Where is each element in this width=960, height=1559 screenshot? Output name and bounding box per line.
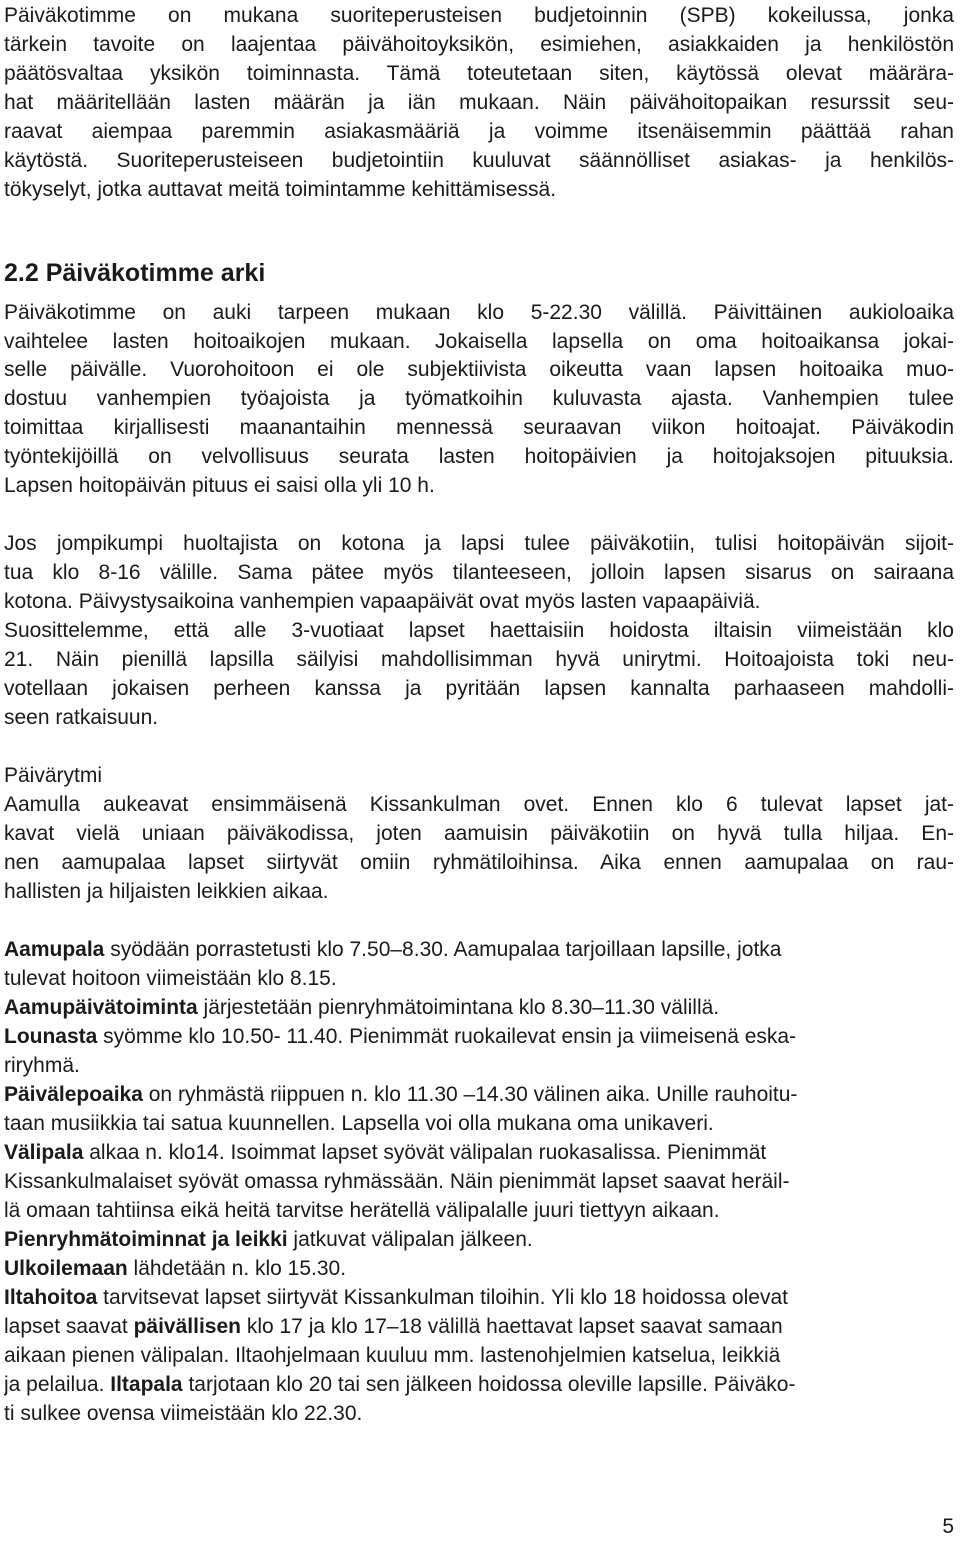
paragraph-line: kavat vielä uniaan päiväkodissa, joten aamuisin päiväkotiin on hyvä tulla hiljaa. En-	[4, 822, 954, 845]
paragraph-line: 21. Näin pienillä lapsilla säilyisi mahdollisimman hyvä unirytmi. Hoitoajoista toki neu-	[4, 648, 954, 671]
paragraph-line: kotona. Päivystysaikoina vanhempien vapaapäivät ovat myös lasten vapaapäiviä.	[4, 590, 761, 613]
paragraph-line: votellaan jokaisen perheen kanssa ja pyritään lapsen kannalta parhaaseen mahdolli-	[4, 677, 954, 700]
term-text: lapset saavat	[4, 1315, 134, 1338]
paragraph-line: tua klo 8-16 välille. Sama pätee myös tilanteeseen, jolloin lapsen sisarus on sairaana	[4, 561, 954, 584]
schedule-item-valipala-cont: Kissankulmalaiset syövät omassa ryhmässään. Näin pienimmät lapset saavat heräil-	[4, 1170, 790, 1193]
term-text: lähdetään n. klo 15.30.	[127, 1257, 347, 1280]
paragraph-line: seen ratkaisuun.	[4, 706, 159, 729]
paragraph-line: Aamulla aukeavat ensimmäisenä Kissankulman ovet. Ennen klo 6 tulevat lapset jat-	[4, 793, 954, 816]
term-text: jatkuvat välipalan jälkeen.	[287, 1228, 533, 1251]
schedule-item-iltahoito-cont	[4, 1370, 954, 1399]
schedule-item-aamupala-cont: tulevat hoitoon viimeistään klo 8.15.	[4, 967, 337, 990]
term: Iltahoitoa	[4, 1286, 98, 1309]
schedule-item-iltahoito-cont	[4, 1312, 954, 1341]
term-text: syömme klo 10.50- 11.40. Pienimmät ruokailevat ensin ja viimeisenä eska-	[97, 1025, 797, 1048]
intro-line: käytöstä. Suoriteperusteiseen budjetointiin kuuluvat säännölliset asiakas- ja henkilös-	[4, 149, 954, 172]
schedule-item-ulkoilu	[4, 1254, 954, 1283]
schedule-item-lounas-cont: riryhmä.	[4, 1054, 80, 1077]
schedule-item-aamupala	[4, 935, 954, 964]
term: Välipala	[4, 1141, 84, 1164]
schedule-item-iltahoito-cont: aikaan pienen välipalan. Iltaohjelmaan kuuluu mm. lastenohjelmien katselua, leikkiä	[4, 1344, 781, 1367]
schedule-item-paivalepo-cont: taan musiikkia tai satua kuunnellen. Lapsella voi olla mukana oma unikaveri.	[4, 1112, 714, 1135]
schedule-item-lounas	[4, 1022, 954, 1051]
term: Aamupala	[4, 938, 105, 961]
schedule-item-aamupaivatoiminta	[4, 993, 954, 1022]
term-text: alkaa n. klo14. Isoimmat lapset syövät välipalan ruokasalissa. Pienimmät	[83, 1141, 767, 1164]
intro-line: raavat aiempaa paremmin asiakasmääriä ja voimme itsenäisemmin päättää rahan	[4, 120, 954, 143]
schedule-item-valipala	[4, 1138, 954, 1167]
term-text: tarjotaan klo 20 tai sen jälkeen hoidossa oleville lapsille. Päiväko-	[182, 1373, 796, 1396]
schedule-item-pienryhma	[4, 1225, 954, 1254]
paragraph-line: työntekijöillä on velvollisuus seurata lasten hoitopäivien ja hoitojaksojen pituuksia.	[4, 445, 954, 468]
schedule-item-iltahoito	[4, 1283, 954, 1312]
page-number: 5	[942, 1515, 954, 1538]
term: Aamupäivätoiminta	[4, 996, 198, 1019]
section-heading: 2.2 Päiväkotimme arki	[4, 259, 266, 287]
paragraph-line: Päiväkotimme on auki tarpeen mukaan klo 5-22.30 välillä. Päivittäinen aukioloaika	[4, 301, 954, 324]
paragraph-line: Jos jompikumpi huoltajista on kotona ja lapsi tulee päiväkotiin, tulisi hoitopäivän sijoit-	[4, 532, 954, 555]
term-text: järjestetään pienryhmätoimintana klo 8.30–11.30 välillä.	[197, 996, 720, 1019]
intro-line: hat määritellään lasten määrän ja iän mukaan. Näin päivähoitopaikan resurssit seu-	[4, 91, 954, 114]
term: Ulkoilemaan	[4, 1257, 128, 1280]
paragraph-line: Suosittelemme, että alle 3-vuotiaat lapset haettaisiin hoidosta iltaisin viimeistään klo	[4, 619, 954, 642]
paragraph-line: toimittaa kirjallisesti maanantaihin mennessä seuraavan viikon hoitoajat. Päiväkodin	[4, 416, 954, 439]
schedule-item-paivalepo	[4, 1080, 954, 1109]
intro-line: päätösvaltaa yksikön toiminnasta. Tämä toteutetaan siten, käytössä olevat määrära-	[4, 62, 954, 85]
rhythm-heading: Päivärytmi	[4, 764, 103, 787]
paragraph-line: hallisten ja hiljaisten leikkien aikaa.	[4, 880, 329, 903]
paragraph-line: Lapsen hoitopäivän pituus ei saisi olla yli 10 h.	[4, 474, 435, 497]
intro-line: tökyselyt, jotka auttavat meitä toimintamme kehittämisessä.	[4, 178, 557, 201]
paragraph-line: dostuu vanhempien työajoista ja työmatkoihin kuluvasta ajasta. Vanhempien tulee	[4, 387, 954, 410]
intro-line: Päiväkotimme on mukana suoriteperusteisen budjetoinnin (SPB) kokeilussa, jonka	[4, 4, 954, 27]
term: Iltapala	[110, 1373, 183, 1396]
schedule-item-valipala-cont: lä omaan tahtiinsa eikä heitä tarvitse herätellä välipalalle juuri tiettyyn aikaan.	[4, 1199, 720, 1222]
term-text: tarvitsevat lapset siirtyvät Kissankulman tiloihin. Yli klo 18 hoidossa olevat	[97, 1286, 788, 1309]
term-text: on ryhmästä riippuen n. klo 11.30 –14.30 välinen aika. Unille rauhoitu-	[142, 1083, 798, 1106]
term: päivällisen	[133, 1315, 241, 1338]
term: Lounasta	[4, 1025, 98, 1048]
term-text: klo 17 ja klo 17–18 välillä haettavat lapset saavat samaan	[240, 1315, 783, 1338]
schedule-item-iltahoito-cont: ti sulkee ovensa viimeistään klo 22.30.	[4, 1402, 363, 1425]
paragraph-line: vaihtelee lasten hoitoaikojen mukaan. Jokaisella lapsella on oma hoitoaikansa jokai-	[4, 330, 954, 353]
term: Päivälepoaika	[4, 1083, 143, 1106]
paragraph-line: selle päivälle. Vuorohoitoon ei ole subjektiivista oikeutta vaan lapsen hoitoaika muo-	[4, 358, 954, 381]
intro-line: tärkein tavoite on laajentaa päivähoitoyksikön, esimiehen, asiakkaiden ja henkilöstön	[4, 33, 954, 56]
term: Pienryhmätoiminnat ja leikki	[4, 1228, 288, 1251]
paragraph-line: nen aamupalaa lapset siirtyvät omiin ryhmätiloihinsa. Aika ennen aamupalaa on rau-	[4, 851, 954, 874]
term-text: ja pelailua.	[4, 1373, 111, 1396]
term-text: syödään porrastetusti klo 7.50–8.30. Aamupalaa tarjoillaan lapsille, jotka	[104, 938, 782, 961]
